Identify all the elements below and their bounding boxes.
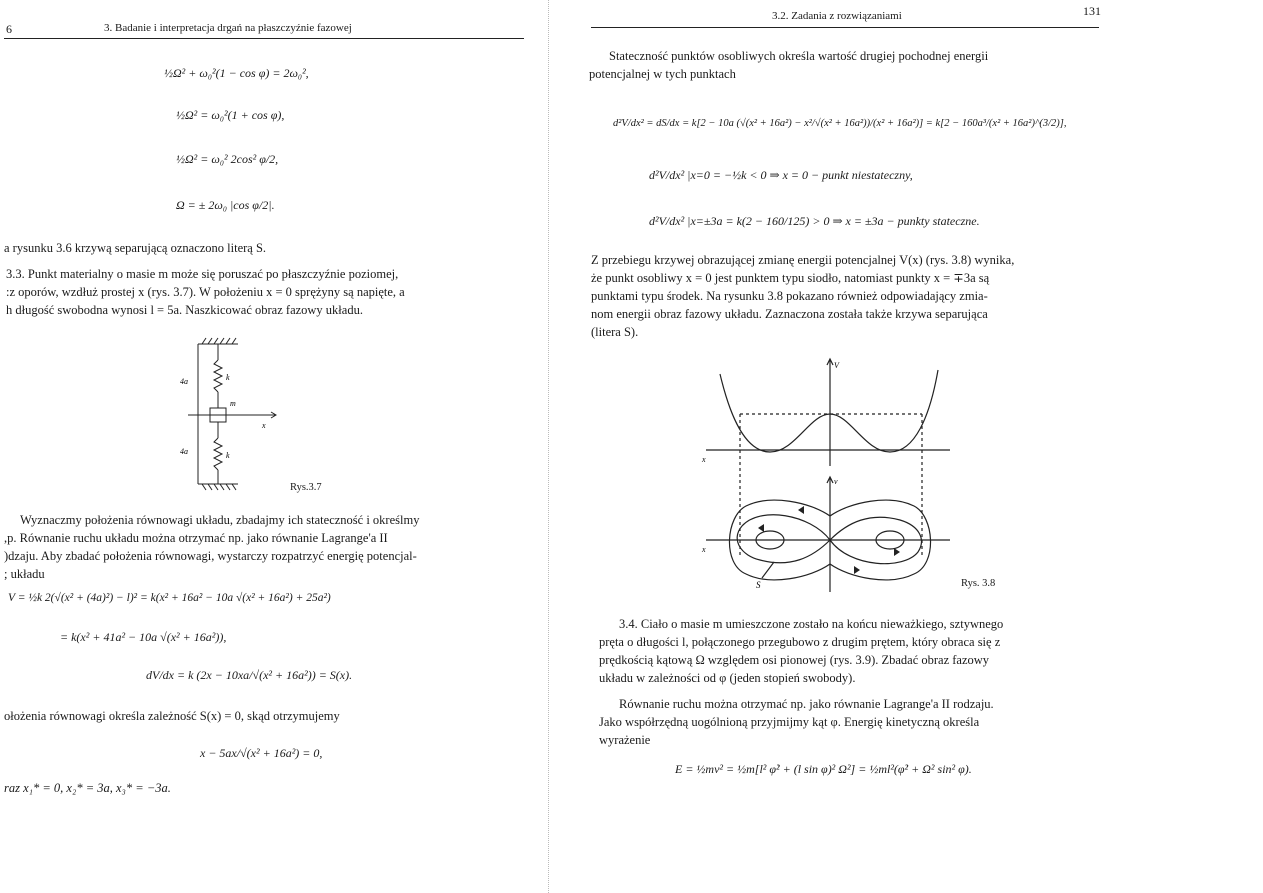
eq-root: x − 5ax/√(x² + 16a²) = 0, [200,746,323,760]
body-right-5: (litera S). [591,325,639,339]
problem-right-3: prędkością kątową Ω względem osi pionowej (rys. 3.9). Zbadać obraz fazowy [599,653,990,667]
eq-mid-3: dV/dx = k (2x − 10xa/√(x² + 16a²)) = S(x). [146,668,353,682]
label-V: V [834,361,839,370]
para-right-3: wyrażenie [599,733,651,747]
body-right-3: punktami typu środek. Na rysunku 3.8 pokazano również odpowiadający zmia- [591,289,988,303]
body-line-4: ; układu [4,567,45,581]
label-m: m [230,399,236,408]
para-right-1: Równanie ruchu można otrzymać np. jako równanie Lagrange'a II rodzaju. [619,697,994,711]
para-right-2: Jako współrzędną uogólnioną przyjmijmy kąt φ. Energię kinetyczną określa [599,715,980,729]
label-x: x [262,421,266,430]
problem-line-1: 3.3. Punkt materialny o masie m może się poruszać po płaszczyźnie poziomej, [6,267,399,281]
figure-3-7 [176,334,326,496]
problem-right-4: układu w zależności od φ (jeden stopień swobody). [599,671,856,685]
right-page [585,0,1263,893]
intro-line-1: Stateczność punktów osobliwych określa wartość drugiej pochodnej energii [609,49,989,63]
eq-right-3: d²V/dx² |x=±3a = k(2 − 160/125) > 0 ⇒ x = ±3a − punkty stateczne. [649,214,980,228]
problem-right-2: pręta o długości l, połączonego przegubowo z drugim prętem, który obraca się z [599,635,1001,649]
left-page-number: 6 [6,22,12,36]
left-header-rule [4,38,524,39]
page-gutter [548,0,561,893]
body-line-1: Wyznaczmy położenia równowagi układu, zbadajmy ich stateczność i określmy [20,513,420,527]
body-line-3: )dzaju. Aby zbadać położenia równowagi, wystarczy rozpatrzyć energię potencjal- [4,549,417,563]
eq-top-1: ½Ω² + ω₀²(1 − cos φ) = 2ω₀², [164,66,309,80]
eq-mid-1: V = ½k 2(√(x² + (4a)²) − l)² = k(x² + 16a² − 10a √(x² + 16a²) + 25a²) [8,592,331,604]
right-page-number: 131 [1083,4,1101,18]
eq-right-2: d²V/dx² |x=0 = −½k < 0 ⇒ x = 0 − punkt niestateczny, [649,168,913,182]
label-k-top: k [226,373,230,382]
body-line-2: ,p. Równanie ruchu układu można otrzymać np. jako równanie Lagrange'a II [4,531,388,545]
left-page [0,0,548,893]
label-x-bottom: x [702,545,706,554]
eq-right-1: d²V/dx² = dS/dx = k[2 − 10a (√(x² + 16a²) − x²/√(x² + 16a²))/(x² + 16a²)] = k[2 − 160a³/(x² + 16a²)^(3/2)], [613,118,1067,129]
problem-line-3: h długość swobodna wynosi l = 5a. Naszkicować obraz fazowy układu. [6,303,363,317]
after-line: ołożenia równowagi określa zależność S(x) = 0, skąd otrzymujemy [4,709,340,723]
final-line: raz x₁* = 0, x₂* = 3a, x₃* = −3a. [4,781,171,795]
label-x-top: x [702,455,706,464]
figure-3-8 [700,356,960,596]
label-v: v [834,477,838,486]
eq-top-4: Ω = ± 2ω₀ |cos φ/2|. [176,198,275,212]
eq-mid-2: = k(x² + 41a² − 10a √(x² + 16a²)), [60,630,227,644]
eq-energy: E = ½mv² = ½m[l² φ̇² + (l sin φ)² Ω²] = ½ml²(φ̇² + Ω² sin² φ). [675,762,972,776]
problem-line-2: :z oporów, wzdłuż prostej x (rys. 3.7). W położeniu x = 0 sprężyny są napięte, a [6,285,405,299]
label-4a-bottom: 4a [180,447,188,456]
left-page-header: 3. Badanie i interpretacja drgań na płaszczyźnie fazowej [104,22,352,34]
eq-top-3: ½Ω² = ω₀² 2cos² φ/2, [176,152,279,166]
label-4a-top: 4a [180,377,188,386]
label-k-bottom: k [226,451,230,460]
body-right-4: nom energii obraz fazowy układu. Zaznaczona została także krzywa separująca [591,307,988,321]
body-right-1: Z przebiegu krzywej obrazującej zmianę energii potencjalnej V(x) (rys. 3.8) wynika, [591,253,1015,267]
problem-right-1: 3.4. Ciało o masie m umieszczone zostało na końcu nieważkiego, sztywnego [619,617,1004,631]
label-S: S [756,580,761,590]
figure-3-8-caption: Rys. 3.8 [961,578,996,589]
figure-3-7-caption: Rys.3.7 [290,482,322,493]
right-header-rule [591,27,1099,28]
right-page-header: 3.2. Zadania z rozwiązaniami [772,10,902,22]
intro-line-2: potencjalnej w tych punktach [589,67,736,81]
eq-top-2: ½Ω² = ω₀²(1 + cos φ), [176,108,285,122]
caption-line: a rysunku 3.6 krzywą separującą oznaczono literą S. [4,241,267,255]
body-right-2: że punkt osobliwy x = 0 jest punktem typu siodło, natomiast punkty x = ∓3a są [591,271,990,285]
